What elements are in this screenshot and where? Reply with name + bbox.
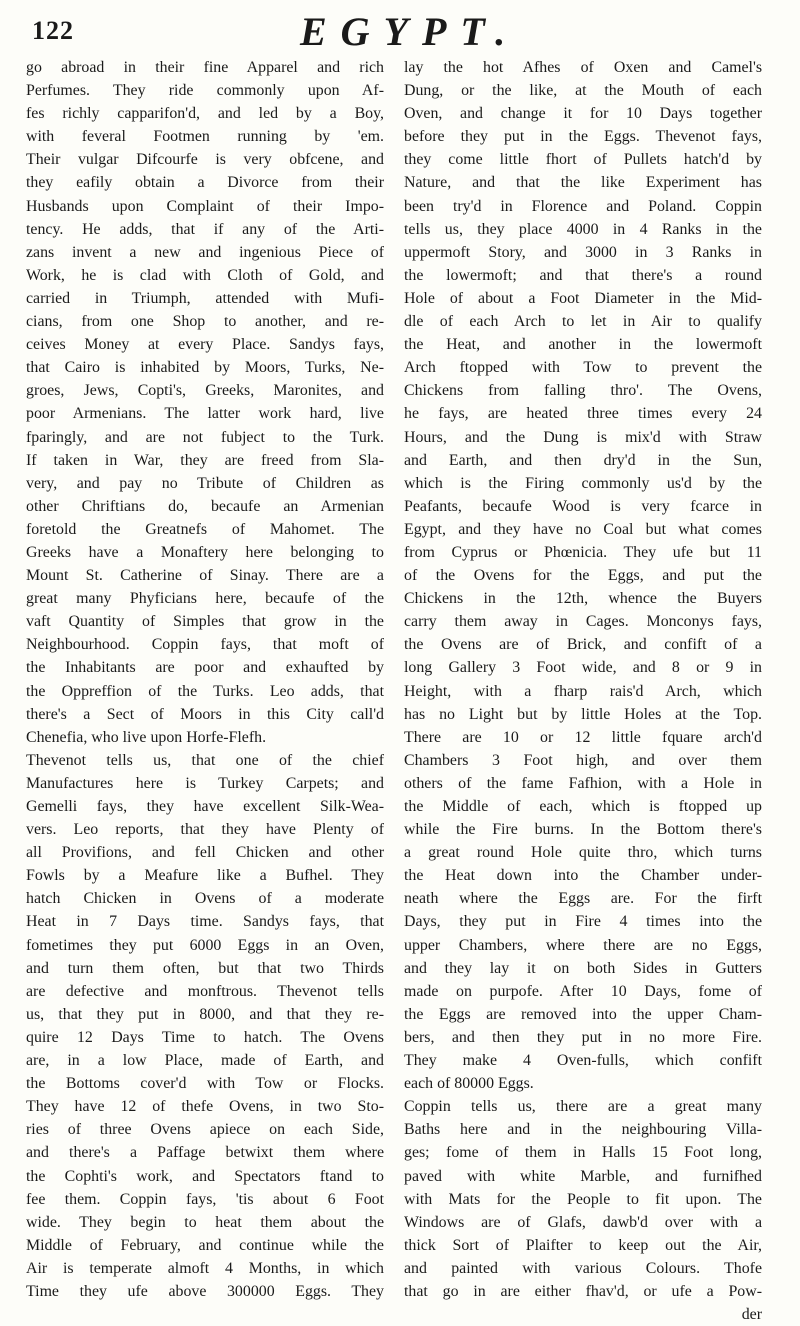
text-line: Chambers 3 Foot high, and over them — [404, 751, 762, 769]
text-line: fparingly, and are not fubject to the Turk. — [26, 428, 384, 446]
text-line: of the Ovens for the Eggs, and put the — [404, 567, 762, 585]
text-line: ges; fome of them in Halls 15 Foot long, — [404, 1144, 762, 1162]
text-line: go abroad in their fine Apparel and rich — [26, 59, 384, 76]
text-line: long Gallery 3 Foot wide, and 8 or 9 in — [404, 659, 762, 677]
text-line: and they lay it on both Sides in Gutters — [404, 959, 762, 977]
text-line: Chickens from falling thro'. The Ovens, — [404, 382, 762, 400]
text-line: the Inhabitants are poor and exhaufted by — [26, 659, 384, 677]
text-line: Perfumes. They ride commonly upon Af- — [26, 82, 384, 100]
text-line: Baths here and in the neighbouring Villa- — [404, 1121, 762, 1139]
text-line: There are 10 or 12 little fquare arch'd — [404, 728, 762, 746]
text-line: vaft Quantity of Simples that grow in the — [26, 613, 384, 631]
text-line: uppermoft Story, and 3000 in 3 Ranks in — [404, 243, 762, 261]
text-line: They have 12 of thefe Ovens, in two Sto- — [26, 1098, 384, 1116]
text-line: paved with white Marble, and furnifhed — [404, 1167, 762, 1185]
text-line: lay the hot Afhes of Oxen and Camel's — [404, 59, 762, 76]
text-line: Days, they put in Fire 4 times into the — [404, 913, 762, 931]
left-text-column — [26, 56, 384, 1303]
text-line: a great round Hole quite thro, which turns — [404, 844, 762, 862]
text-line: the Middle of each, which is ftopped up — [404, 798, 762, 815]
text-line: he fays, are heated three times every 24 — [404, 405, 762, 423]
text-line: and turn them often, but that two Thirds — [26, 959, 384, 977]
text-line: Time they ufe above 300000 Eggs. They — [26, 1282, 384, 1300]
text-line: the lowermoft; and that there's a round — [404, 266, 762, 284]
text-line: Work, he is clad with Cloth of Gold, and — [26, 266, 384, 284]
text-line: dle of each Arch to let in Air to qualify — [404, 313, 762, 331]
text-line: hatch Chicken in Ovens of a moderate — [26, 890, 384, 908]
text-line: are defective and monftrous. Thevenot tells — [26, 982, 384, 1000]
text-line: tency. He adds, that if any of the Arti- — [26, 220, 384, 238]
text-line: quire 12 Days Time to hatch. The Ovens — [26, 1028, 384, 1046]
page-number: 122 — [32, 16, 74, 45]
text-line: They make 4 Oven-fulls, which confift — [404, 1052, 762, 1070]
text-line: Gemelli fays, they have excellent Silk-Wea- — [26, 798, 384, 815]
text-line: while the Fire burns. In the Bottom there's — [404, 821, 762, 839]
text-line: that go in are either fhav'd, or ufe a Pow- — [404, 1282, 762, 1300]
text-line: Hole of about a Foot Diameter in the Mid- — [404, 289, 762, 307]
text-line: us, that they put in 8000, and that they re- — [26, 1005, 384, 1023]
catchword: der — [741, 1306, 762, 1324]
text-line: Fowls by a Meafure like a Bufhel. They — [26, 867, 384, 885]
text-line: they come little fhort of Pullets hatch'd by — [404, 151, 762, 169]
text-line: Middle of February, and continue while the — [26, 1236, 384, 1254]
text-line: cians, from one Shop to another, and re- — [26, 313, 384, 331]
text-line: Thevenot tells us, that one of the chief — [26, 751, 384, 769]
text-line: Greeks have a Monaftery here belonging to — [26, 543, 384, 561]
text-line: Oven, and change it for 10 Days together — [404, 105, 762, 123]
text-line: before they put in the Eggs. Thevenot fays, — [404, 128, 762, 146]
text-line: the Eggs are removed into the upper Cham- — [404, 1005, 762, 1023]
text-line: with feveral Footmen running by 'em. — [26, 128, 384, 146]
text-line: Air is temperate almoft 4 Months, in which — [26, 1259, 384, 1277]
text-line: great many Phyficians here, becaufe of the — [26, 590, 384, 608]
text-line: fee them. Coppin fays, 'tis about 6 Foot — [26, 1190, 384, 1208]
text-line: other Chriftians do, becaufe an Armenian — [26, 497, 384, 515]
text-line: others of the fame Fafhion, with a Hole in — [404, 774, 762, 792]
text-line: Coppin tells us, there are a great many — [404, 1098, 762, 1116]
text-line: zans invent a new and ingenious Piece of — [26, 243, 384, 261]
text-line: and there's a Paffage betwixt them where — [26, 1144, 384, 1162]
page-header — [30, 6, 770, 54]
text-line: Nature, and that the like Experiment has — [404, 174, 762, 192]
text-line: Heat in 7 Days time. Sandys fays, that — [26, 913, 384, 931]
text-line: upper Chambers, where there are no Eggs, — [404, 936, 762, 954]
text-line: fometimes they put 6000 Eggs in an Oven, — [26, 936, 384, 954]
text-line: the Heat down into the Chamber under- — [404, 867, 762, 885]
text-line: Dung, or the like, at the Mouth of each — [404, 82, 762, 100]
text-line: the Cophti's work, and Spectators ftand to — [26, 1167, 384, 1185]
text-line: fes richly capparifon'd, and led by a Boy, — [26, 105, 384, 123]
text-line: with Mats for the People to fit upon. The — [404, 1190, 762, 1208]
text-line: ceives Money at every Place. Sandys fays, — [26, 336, 384, 354]
text-line: neath where the Eggs are. For the firft — [404, 890, 762, 908]
text-line: Manufactures here is Turkey Carpets; and — [26, 774, 384, 792]
text-line: If taken in War, they are freed from Sla- — [26, 451, 384, 469]
text-line: very, and pay no Tribute of Children as — [26, 474, 384, 492]
text-line: thick Sort of Plaifter to keep out the Air, — [404, 1236, 762, 1254]
text-line: Neighbourhood. Coppin fays, that moft of — [26, 636, 384, 654]
text-line: all Provifions, and fell Chicken and other — [26, 844, 384, 862]
text-line: Peafants, becaufe Wood is very fcarce in — [404, 497, 762, 515]
text-line: has no Light but by little Holes at the Top. — [404, 705, 762, 723]
text-line: which is the Firing commonly us'd by the — [404, 474, 762, 492]
text-line: and painted with various Colours. Thofe — [404, 1259, 762, 1277]
text-line: Windows are of Glafs, dawb'd over with a — [404, 1213, 762, 1231]
text-line: that Cairo is inhabited by Moors, Turks, Ne- — [26, 359, 384, 377]
text-line: are, in a low Place, made of Earth, and — [26, 1052, 384, 1070]
text-line: Hours, and the Dung is mix'd with Straw — [404, 428, 762, 446]
running-head: EGYPT. — [300, 9, 520, 54]
text-line: vers. Leo reports, that they have Plenty of — [26, 821, 384, 839]
text-line: foretold the Greatnefs of Mahomet. The — [26, 520, 384, 538]
text-line: groes, Jews, Copti's, Greeks, Maronites, and — [26, 382, 384, 400]
text-line: ries of three Ovens apiece on each Side, — [26, 1121, 384, 1139]
text-line: Husbands upon Complaint of their Impo- — [26, 197, 384, 215]
text-line: they eafily obtain a Divorce from their — [26, 174, 384, 192]
text-line: Mount St. Catherine of Sinay. There are a — [26, 567, 384, 585]
text-line: Chenefia, who live upon Horfe-Flefh. — [26, 728, 267, 746]
text-line: the Ovens are of Brick, and confift of a — [404, 636, 762, 654]
text-line: Arch ftopped with Tow to prevent the — [404, 359, 762, 377]
text-line: Egypt, and they have no Coal but what comes — [404, 520, 762, 538]
text-line: and Earth, and then dry'd in the Sun, — [404, 451, 762, 469]
text-line: there's a Sect of Moors in this City call'd — [26, 705, 384, 723]
text-line: made on purpofe. After 10 Days, fome of — [404, 982, 762, 1000]
text-line: been try'd in Florence and Poland. Coppin — [404, 197, 762, 215]
text-line: Chickens in the 12th, whence the Buyers — [404, 590, 762, 608]
text-line: the Heat, and another in the lowermoft — [404, 336, 762, 354]
text-line: Height, with a fharp rais'd Arch, which — [404, 682, 762, 700]
text-line: carry them away in Cages. Monconys fays, — [404, 613, 762, 631]
text-line: from Cyprus or Phœnicia. They ufe but 11 — [404, 543, 762, 561]
text-line: tells us, they place 4000 in 4 Ranks in the — [404, 220, 762, 238]
text-line: the Oppreffion of the Turks. Leo adds, that — [26, 682, 384, 700]
text-line: wide. They begin to heat them about the — [26, 1213, 384, 1231]
text-line: the Bottoms cover'd with Tow or Flocks. — [26, 1075, 384, 1093]
text-line: Their vulgar Difcourfe is very obfcene, and — [26, 151, 384, 169]
text-line: poor Armenians. The latter work hard, live — [26, 405, 384, 423]
text-line: each of 80000 Eggs. — [404, 1075, 534, 1093]
text-line: carried in Triumph, attended with Mufi- — [26, 289, 384, 307]
right-text-column — [404, 56, 762, 1326]
text-line: bers, and then they put in no more Fire. — [404, 1028, 762, 1046]
